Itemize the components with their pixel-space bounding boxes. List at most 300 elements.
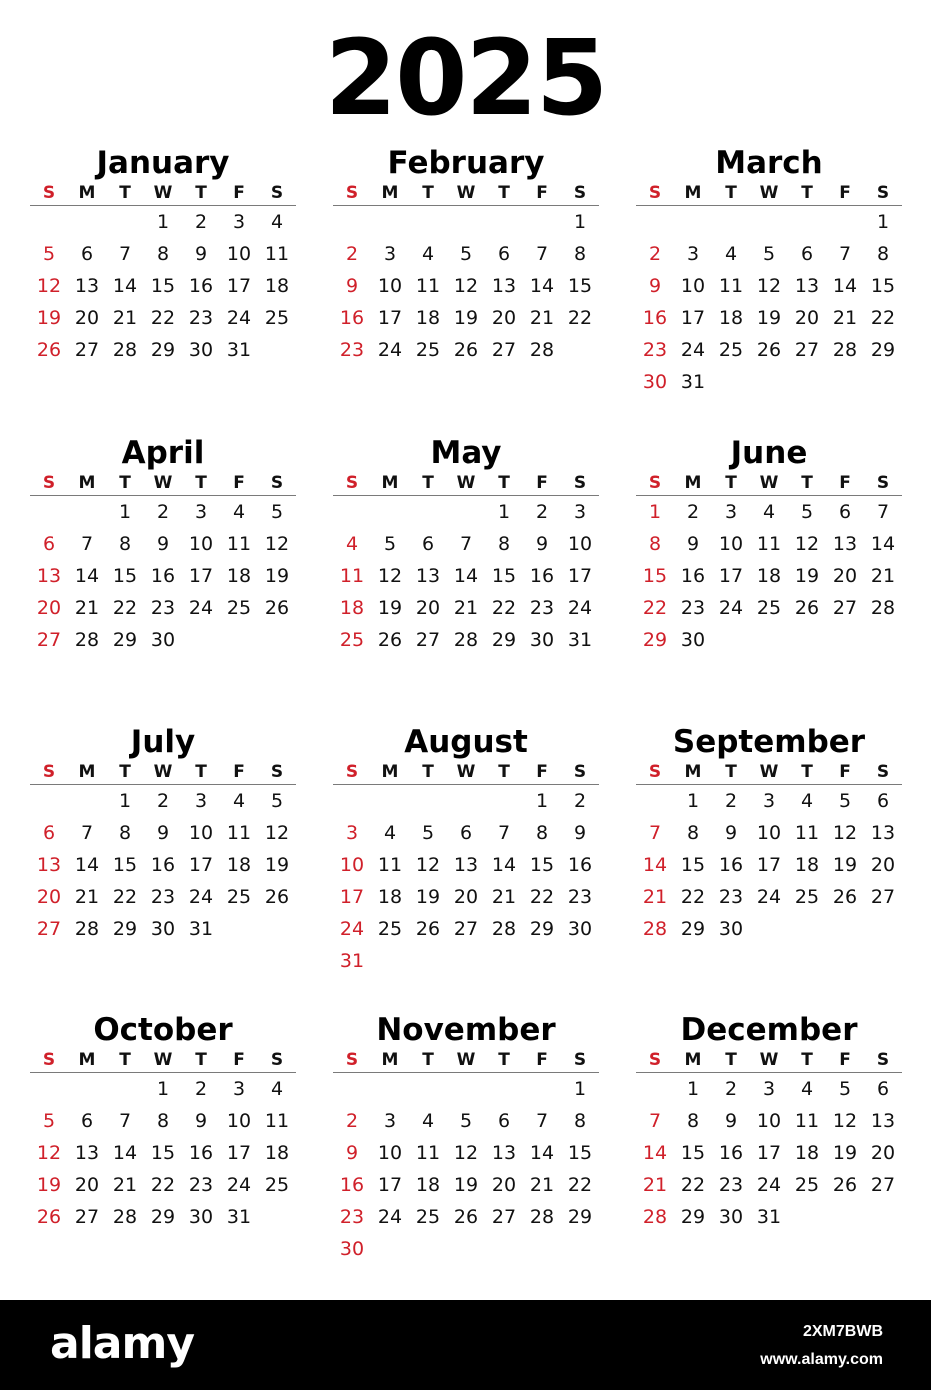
day-cell: 30 [529,629,555,651]
weekday-header: T [788,471,826,496]
day-cell: 2 [686,501,700,523]
day-cell: 28 [74,629,100,651]
day-cell: 17 [718,565,744,587]
day-cell: 28 [642,1206,668,1228]
day-cell: 6 [876,790,890,812]
day-cell: 26 [415,918,441,940]
month-grid [636,1048,902,1233]
weekday-header: T [788,181,826,206]
day-cell: 11 [226,822,252,844]
day-cell: 2 [648,243,662,265]
day-cell: 10 [339,854,365,876]
month-grid [30,1048,296,1233]
empty-cell [712,206,750,238]
weekday-header: S [333,1048,371,1073]
day-cell: 29 [150,339,176,361]
day-cell: 6 [80,1110,94,1132]
day-cell: 24 [680,339,706,361]
month-name: September [672,724,866,760]
day-cell: 10 [226,1110,252,1132]
weekday-header: W [750,181,788,206]
day-cell: 7 [118,1110,132,1132]
day-cell: 20 [415,597,441,619]
day-cell: 25 [226,597,252,619]
day-cell: 14 [529,1142,555,1164]
month-name: May [430,435,502,471]
day-cell: 7 [118,243,132,265]
day-cell: 26 [36,1206,62,1228]
day-cell: 16 [188,275,214,297]
day-cell: 13 [74,1142,100,1164]
day-cell: 25 [756,597,782,619]
weekday-header: T [409,760,447,785]
day-cell: 18 [718,307,744,329]
day-cell: 21 [491,886,517,908]
day-cell: 29 [112,629,138,651]
weekday-header: M [371,181,409,206]
day-cell: 18 [415,1174,441,1196]
day-cell: 25 [264,1174,290,1196]
day-cell: 20 [832,565,858,587]
day-cell: 24 [339,918,365,940]
day-cell: 3 [383,1110,397,1132]
day-cell: 29 [529,918,555,940]
day-cell: 17 [188,854,214,876]
day-cell: 21 [832,307,858,329]
month-july [30,724,296,945]
month-name: July [130,724,196,760]
month-name: January [96,145,230,181]
weekday-header: S [636,181,674,206]
month-grid [30,760,296,945]
day-cell: 12 [453,275,479,297]
day-cell: 20 [453,886,479,908]
weekday-header: M [371,1048,409,1073]
day-cell: 6 [42,822,56,844]
day-cell: 6 [497,1110,511,1132]
weekday-header: T [182,760,220,785]
day-cell: 12 [453,1142,479,1164]
day-cell: 14 [832,275,858,297]
day-cell: 4 [800,1078,814,1100]
day-cell: 19 [453,1174,479,1196]
weekday-header: T [409,1048,447,1073]
day-cell: 27 [453,918,479,940]
day-cell: 23 [339,1206,365,1228]
day-cell: 13 [36,854,62,876]
day-cell: 17 [226,275,252,297]
day-cell: 13 [870,1110,896,1132]
day-cell: 6 [421,533,435,555]
day-cell: 6 [459,822,473,844]
weekday-header: T [712,760,750,785]
empty-cell [523,1073,561,1105]
empty-cell [636,1073,674,1105]
day-cell: 9 [345,1142,359,1164]
empty-cell [409,206,447,238]
day-cell: 12 [377,565,403,587]
day-cell: 12 [794,533,820,555]
weekday-header: S [258,471,296,496]
month-october [30,1012,296,1233]
day-cell: 26 [832,1174,858,1196]
weekday-header: F [220,181,258,206]
day-cell: 7 [876,501,890,523]
empty-cell [371,206,409,238]
day-cell: 17 [226,1142,252,1164]
day-cell: 10 [680,275,706,297]
empty-cell [826,206,864,238]
day-cell: 25 [415,339,441,361]
day-cell: 18 [339,597,365,619]
day-cell: 24 [226,1174,252,1196]
weekday-header: T [106,471,144,496]
weekday-header: S [333,760,371,785]
day-cell: 29 [112,918,138,940]
month-grid [636,181,902,398]
day-cell: 10 [567,533,593,555]
day-cell: 17 [756,854,782,876]
day-cell: 16 [188,1142,214,1164]
weekday-header: S [636,471,674,496]
weekday-header: T [788,760,826,785]
empty-cell [68,1073,106,1105]
month-march [636,145,902,398]
day-cell: 7 [497,822,511,844]
day-cell: 27 [36,918,62,940]
weekday-header: S [30,1048,68,1073]
month-grid [636,471,902,656]
empty-cell [447,496,485,528]
day-cell: 24 [188,597,214,619]
day-cell: 21 [112,1174,138,1196]
day-cell: 21 [74,597,100,619]
day-cell: 5 [270,790,284,812]
weekday-header: S [258,1048,296,1073]
day-cell: 14 [870,533,896,555]
day-cell: 5 [838,790,852,812]
day-cell: 28 [112,339,138,361]
day-cell: 24 [377,339,403,361]
day-cell: 2 [573,790,587,812]
day-cell: 13 [453,854,479,876]
day-cell: 1 [686,1078,700,1100]
day-cell: 19 [832,1142,858,1164]
day-cell: 16 [680,565,706,587]
day-cell: 30 [150,918,176,940]
day-cell: 15 [112,854,138,876]
weekday-header: T [106,181,144,206]
weekday-header: S [30,181,68,206]
weekday-header: T [182,1048,220,1073]
day-cell: 3 [194,501,208,523]
weekday-header: F [826,760,864,785]
empty-cell [485,206,523,238]
weekday-header: F [220,760,258,785]
day-cell: 19 [756,307,782,329]
weekday-header: T [485,471,523,496]
day-cell: 30 [339,1238,365,1260]
empty-cell [409,496,447,528]
site-url: www.alamy.com [760,1351,883,1368]
day-cell: 14 [642,1142,668,1164]
day-cell: 15 [567,275,593,297]
empty-cell [485,1073,523,1105]
empty-cell [409,1073,447,1105]
day-cell: 7 [648,822,662,844]
weekday-header: T [182,181,220,206]
day-cell: 12 [832,822,858,844]
footer-bar [0,1300,931,1390]
day-cell: 17 [377,307,403,329]
day-cell: 16 [150,565,176,587]
day-cell: 9 [724,1110,738,1132]
day-cell: 17 [339,886,365,908]
day-cell: 27 [491,339,517,361]
day-cell: 24 [718,597,744,619]
day-cell: 3 [232,1078,246,1100]
day-cell: 2 [194,1078,208,1100]
day-cell: 2 [724,790,738,812]
day-cell: 1 [118,790,132,812]
day-cell: 1 [573,1078,587,1100]
day-cell: 23 [680,597,706,619]
day-cell: 15 [112,565,138,587]
weekday-header: S [333,471,371,496]
day-cell: 27 [491,1206,517,1228]
day-cell: 20 [794,307,820,329]
month-may [333,435,599,656]
weekday-header: W [750,760,788,785]
day-cell: 22 [112,886,138,908]
day-cell: 10 [756,1110,782,1132]
day-cell: 29 [150,1206,176,1228]
day-cell: 18 [794,1142,820,1164]
day-cell: 16 [567,854,593,876]
day-cell: 22 [567,307,593,329]
day-cell: 21 [453,597,479,619]
day-cell: 20 [870,1142,896,1164]
day-cell: 24 [226,307,252,329]
day-cell: 18 [264,275,290,297]
empty-cell [636,785,674,817]
day-cell: 25 [718,339,744,361]
weekday-header: S [30,471,68,496]
day-cell: 18 [226,854,252,876]
day-cell: 31 [226,1206,252,1228]
day-cell: 5 [800,501,814,523]
day-cell: 9 [156,822,170,844]
empty-cell [447,1073,485,1105]
weekday-header: F [220,471,258,496]
month-november [333,1012,599,1265]
day-cell: 23 [529,597,555,619]
weekday-header: F [220,1048,258,1073]
day-cell: 30 [718,1206,744,1228]
day-cell: 27 [74,339,100,361]
day-cell: 12 [36,275,62,297]
day-cell: 3 [686,243,700,265]
month-name: March [715,145,823,181]
day-cell: 29 [491,629,517,651]
weekday-header: T [712,1048,750,1073]
day-cell: 23 [567,886,593,908]
day-cell: 19 [264,565,290,587]
day-cell: 1 [118,501,132,523]
day-cell: 22 [150,307,176,329]
day-cell: 22 [680,886,706,908]
day-cell: 9 [686,533,700,555]
day-cell: 11 [718,275,744,297]
weekday-header: M [68,181,106,206]
day-cell: 31 [339,950,365,972]
weekday-header: S [258,181,296,206]
day-cell: 31 [567,629,593,651]
day-cell: 16 [339,307,365,329]
weekday-header: F [523,760,561,785]
day-cell: 23 [718,1174,744,1196]
day-cell: 20 [74,307,100,329]
weekday-header: S [561,471,599,496]
weekday-header: T [182,471,220,496]
day-cell: 28 [529,339,555,361]
day-cell: 10 [188,533,214,555]
day-cell: 21 [112,307,138,329]
month-december [636,1012,902,1233]
day-cell: 12 [832,1110,858,1132]
day-cell: 3 [573,501,587,523]
day-cell: 1 [686,790,700,812]
day-cell: 16 [718,854,744,876]
weekday-header: M [371,760,409,785]
day-cell: 27 [36,629,62,651]
weekday-header: M [674,471,712,496]
weekday-header: T [409,471,447,496]
day-cell: 9 [156,533,170,555]
day-cell: 7 [459,533,473,555]
day-cell: 27 [870,1174,896,1196]
day-cell: 10 [226,243,252,265]
day-cell: 28 [832,339,858,361]
day-cell: 13 [74,275,100,297]
day-cell: 2 [194,211,208,233]
day-cell: 25 [794,1174,820,1196]
empty-cell [371,496,409,528]
day-cell: 3 [762,1078,776,1100]
day-cell: 10 [377,275,403,297]
weekday-header: T [712,181,750,206]
day-cell: 20 [36,597,62,619]
day-cell: 6 [80,243,94,265]
day-cell: 15 [870,275,896,297]
weekday-header: W [144,471,182,496]
day-cell: 15 [529,854,555,876]
day-cell: 30 [567,918,593,940]
day-cell: 4 [800,790,814,812]
day-cell: 13 [870,822,896,844]
day-cell: 11 [756,533,782,555]
day-cell: 22 [491,597,517,619]
day-cell: 31 [188,918,214,940]
empty-cell [68,496,106,528]
day-cell: 11 [415,1142,441,1164]
day-cell: 26 [794,597,820,619]
day-cell: 9 [648,275,662,297]
day-cell: 17 [756,1142,782,1164]
weekday-header: T [485,181,523,206]
month-april [30,435,296,656]
day-cell: 28 [870,597,896,619]
day-cell: 16 [150,854,176,876]
month-grid [636,760,902,945]
day-cell: 4 [270,1078,284,1100]
day-cell: 24 [188,886,214,908]
day-cell: 10 [718,533,744,555]
weekday-header: M [674,760,712,785]
empty-cell [371,785,409,817]
day-cell: 11 [226,533,252,555]
weekday-header: S [864,760,902,785]
month-grid [333,471,599,656]
month-grid [333,181,599,366]
weekday-header: W [447,1048,485,1073]
day-cell: 7 [535,243,549,265]
day-cell: 24 [567,597,593,619]
weekday-header: F [523,1048,561,1073]
weekday-header: F [523,471,561,496]
day-cell: 14 [112,275,138,297]
weekday-header: S [561,181,599,206]
day-cell: 4 [421,1110,435,1132]
day-cell: 4 [345,533,359,555]
day-cell: 5 [762,243,776,265]
day-cell: 17 [188,565,214,587]
day-cell: 8 [686,822,700,844]
day-cell: 1 [876,211,890,233]
month-february [333,145,599,366]
day-cell: 22 [870,307,896,329]
day-cell: 22 [642,597,668,619]
day-cell: 20 [870,854,896,876]
day-cell: 4 [232,790,246,812]
day-cell: 11 [339,565,365,587]
day-cell: 22 [150,1174,176,1196]
day-cell: 8 [118,822,132,844]
day-cell: 8 [535,822,549,844]
day-cell: 2 [535,501,549,523]
empty-cell [30,206,68,238]
day-cell: 19 [453,307,479,329]
month-name: April [121,435,205,471]
brand-logo: alamy [50,1318,194,1369]
weekday-header: S [258,760,296,785]
weekday-header: S [864,471,902,496]
day-cell: 5 [838,1078,852,1100]
empty-cell [30,785,68,817]
day-cell: 13 [794,275,820,297]
day-cell: 14 [74,565,100,587]
day-cell: 21 [642,886,668,908]
day-cell: 1 [648,501,662,523]
day-cell: 12 [756,275,782,297]
day-cell: 19 [794,565,820,587]
day-cell: 2 [345,243,359,265]
month-september [636,724,902,945]
day-cell: 4 [270,211,284,233]
day-cell: 17 [377,1174,403,1196]
day-cell: 13 [491,1142,517,1164]
day-cell: 2 [345,1110,359,1132]
